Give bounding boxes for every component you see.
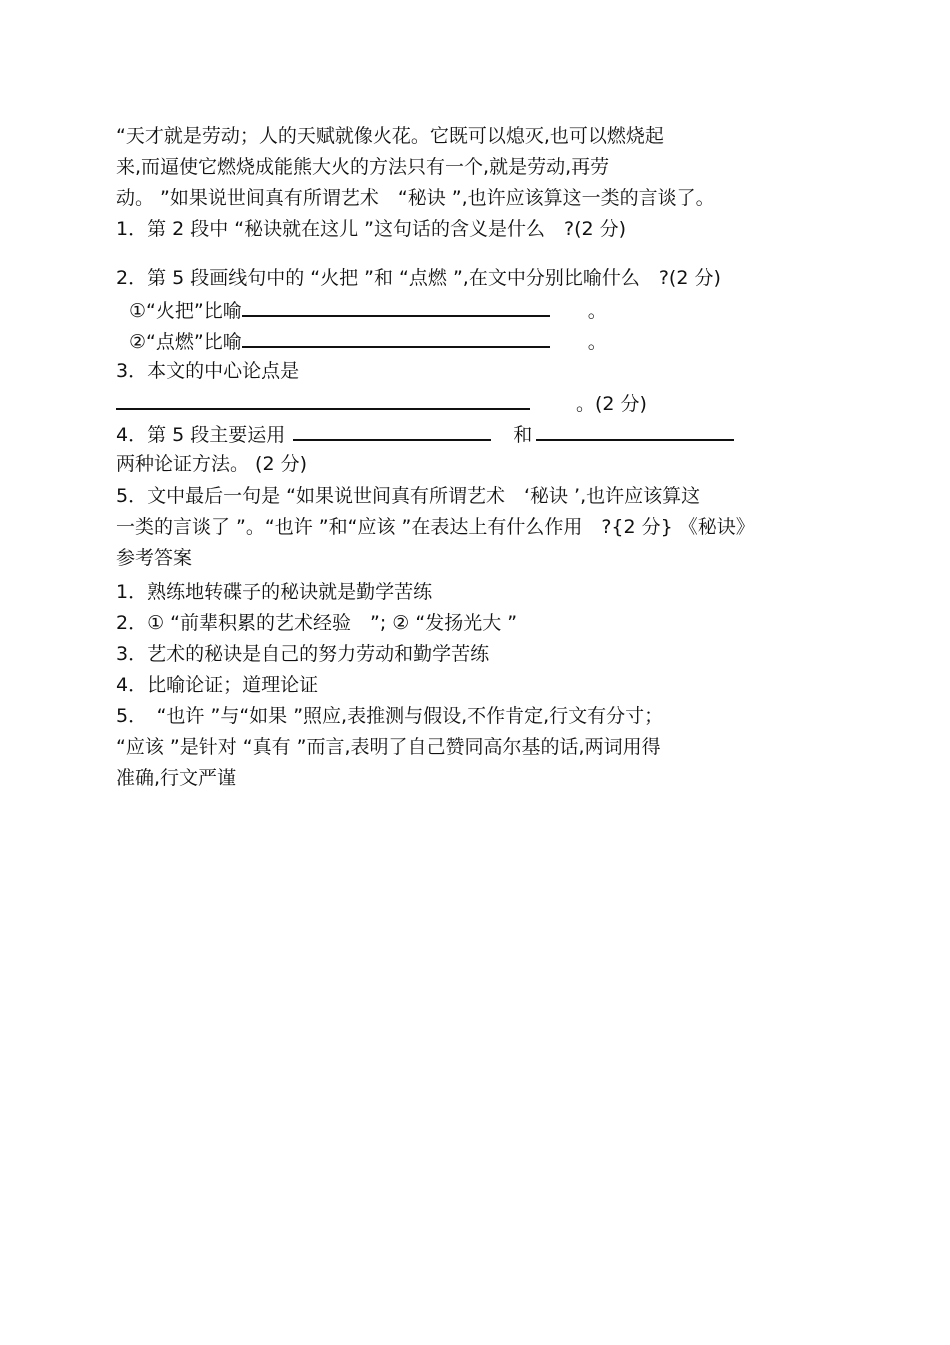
question-2a-label: ①“火把”比喻: [129, 300, 242, 322]
answers-heading: 参考答案: [116, 547, 193, 569]
passage-line-1: “天才就是劳动；人的天赋就像火花。它既可以熄灭,也可以燃烧起: [116, 125, 664, 147]
answer-blank-3[interactable]: [116, 390, 530, 410]
question-1: 1．第 2 段中 “秘诀就在这儿 ”这句话的含义是什么 ?(2 分): [116, 218, 627, 240]
period-mark: 。: [587, 300, 607, 322]
answer-blank-2b[interactable]: [242, 328, 550, 348]
question-3-blank-line: [116, 390, 647, 414]
question-3: 3．本文的中心论点是: [116, 360, 300, 382]
period-mark: 。: [587, 331, 607, 353]
question-4-tail: 两种论证方法。 (2 分): [116, 453, 307, 475]
question-3-tail: 。(2 分): [576, 393, 647, 415]
answer-3: 3．艺术的秘诀是自己的努力劳动和勤学苦练: [116, 643, 490, 665]
answer-5-line-2: “应该 ”是针对 “真有 ”而言,表明了自己赞同高尔基的话,两词用得: [116, 736, 661, 758]
answer-5-line-1: 5． “也许 ”与“如果 ”照应,表推测与假设,不作肯定,行文有分寸；: [116, 705, 664, 727]
answer-2: 2．① “前辈积累的艺术经验 ”; ② “发扬光大 ”: [116, 612, 518, 634]
question-2a: [129, 297, 607, 321]
question-5-line-2: 一类的言谈了 ”。“也许 ”和“应该 ”在表达上有什么作用 ?{2 分} 《秘诀》: [116, 516, 755, 538]
answer-1: 1．熟练地转碟子的秘诀就是勤学苦练: [116, 581, 433, 603]
question-5-line-1: 5．文中最后一句是 “如果说世间真有所谓艺术 ‘秘诀 ’,也许应该算这: [116, 485, 701, 507]
answer-blank-4b[interactable]: [536, 421, 734, 441]
passage-line-2: 来,而逼使它燃烧成能熊大火的方法只有一个,就是劳动,再劳: [116, 156, 610, 178]
question-4: [116, 421, 734, 445]
question-2b: [129, 328, 607, 352]
answer-4: 4．比喻论证；道理论证: [116, 674, 319, 696]
answer-blank-4a[interactable]: [293, 421, 491, 441]
answer-5-line-3: 准确,行文严谨: [116, 767, 237, 789]
answer-blank-2a[interactable]: [242, 297, 550, 317]
question-2: 2．第 5 段画线句中的 “火把 ”和 “点燃 ”,在文中分别比喻什么 ?(2 分): [116, 267, 721, 289]
question-4-and: 和: [513, 424, 533, 446]
passage-line-3: 动。 ”如果说世间真有所谓艺术 “秘诀 ”,也许应该算这一类的言谈了。: [116, 187, 715, 209]
question-2b-label: ②“点燃”比喻: [129, 331, 242, 353]
question-4-prefix: 4．第 5 段主要运用: [116, 424, 286, 446]
